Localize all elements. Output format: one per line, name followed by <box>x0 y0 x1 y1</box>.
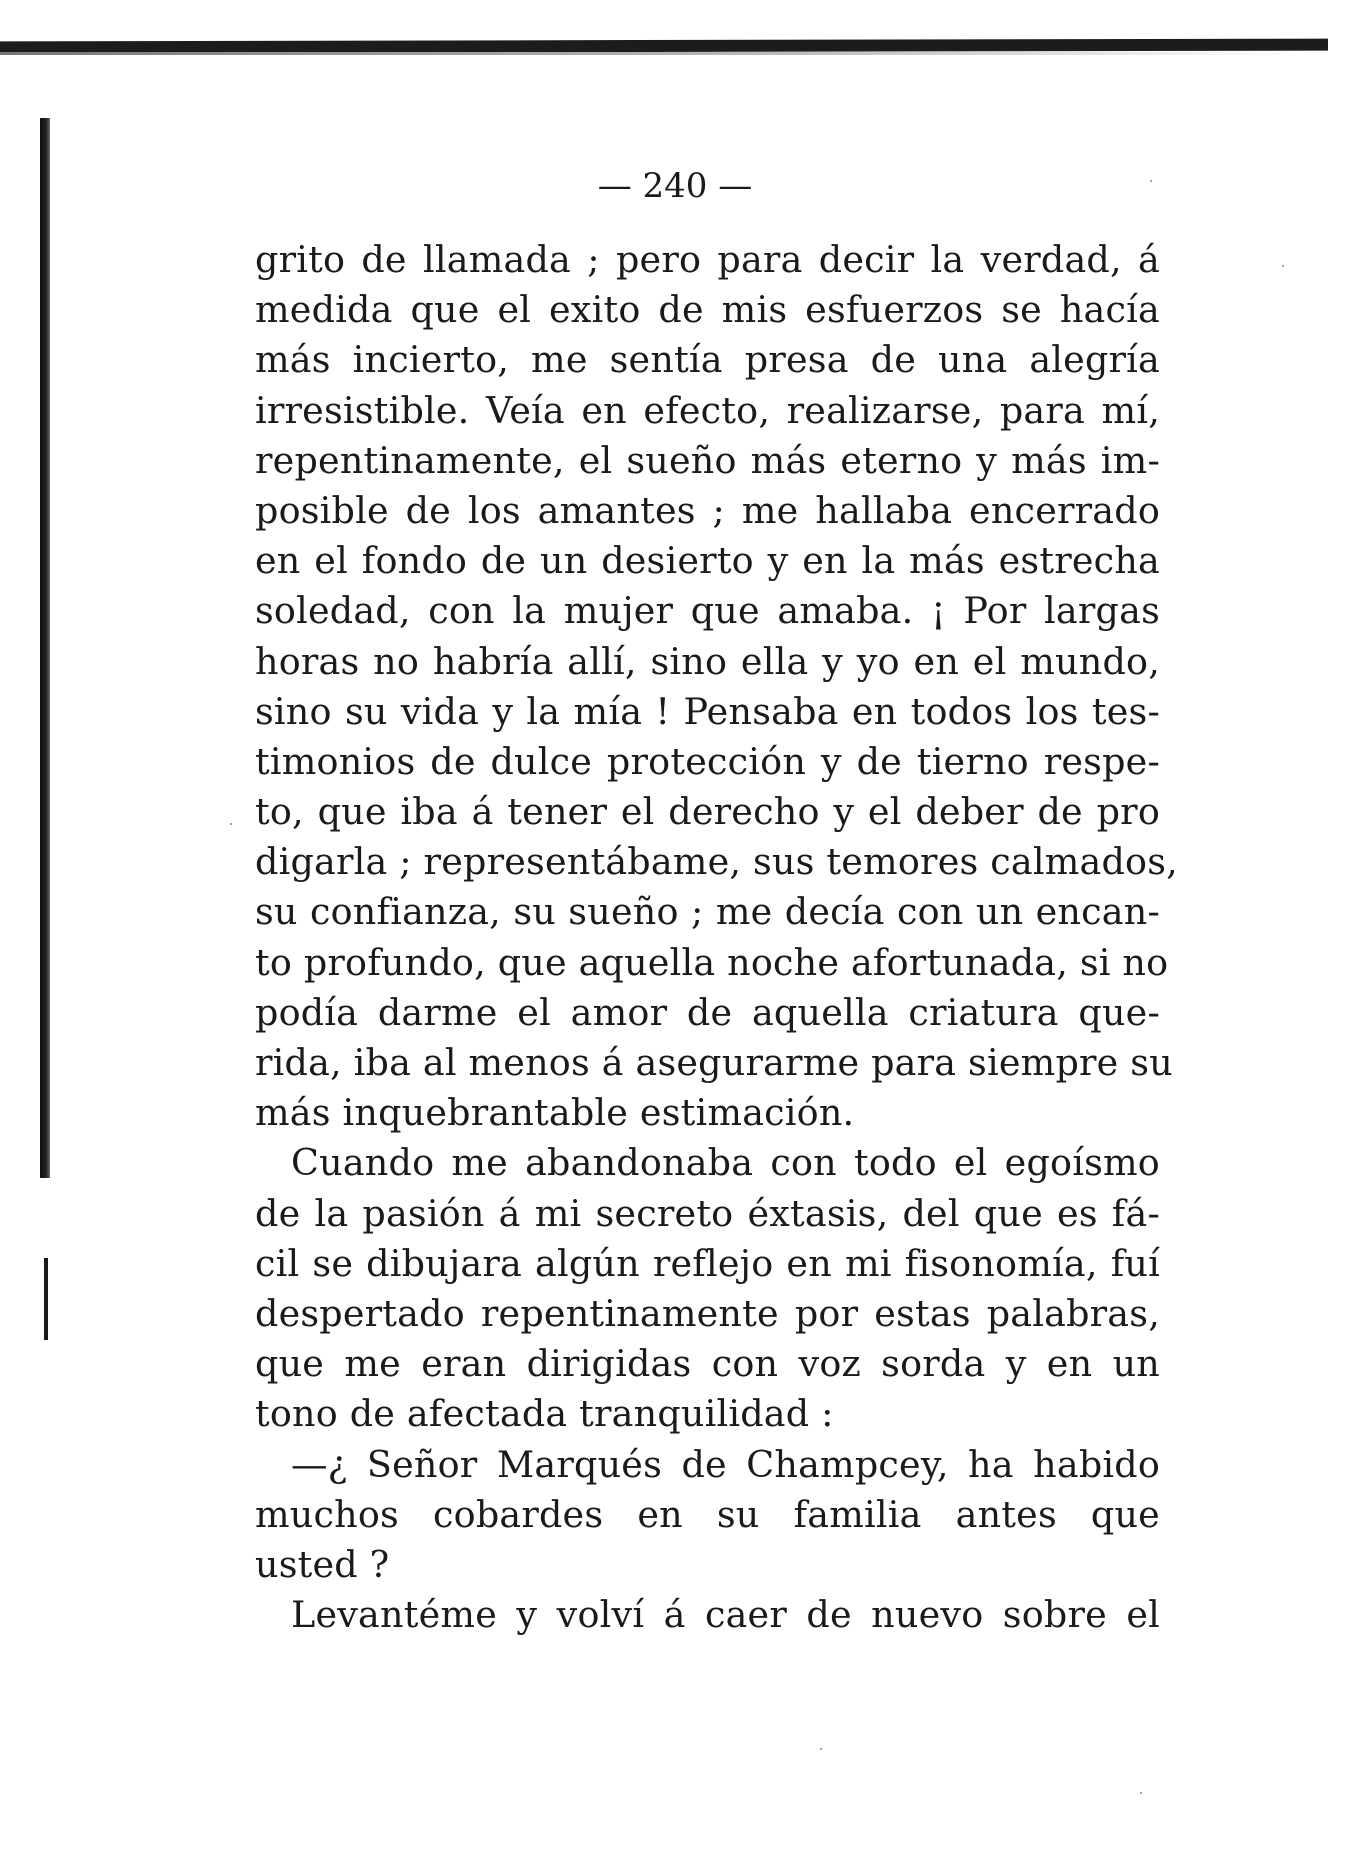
text-line: tono de afectada tranquilidad : <box>255 1392 834 1436</box>
text-line: sino su vida y la mía ! Pensaba en todos los tes- <box>255 689 1160 733</box>
text-line: horas no habría allí, sino ella y yo en el mundo, <box>255 639 1160 683</box>
text-line: de la pasión á mi secreto éxtasis, del que es fá- <box>255 1191 1160 1235</box>
paper-speck <box>1282 265 1284 267</box>
text-line: podía darme el amor de aquella criatura que- <box>255 990 1160 1034</box>
paragraph-start-line: Levantéme y volví á caer de nuevo sobre el <box>291 1593 1160 1637</box>
text-line: to, que iba á tener el derecho y el deber de pro <box>255 790 1160 834</box>
paper-speck <box>230 823 232 825</box>
text-line: to profundo, que aquella noche afortunada, si no <box>255 940 1169 984</box>
text-line: repentinamente, el sueño más eterno y más im- <box>255 438 1160 482</box>
paper-speck <box>1140 1792 1142 1794</box>
text-line: en el fondo de un desierto y en la más estrecha <box>255 539 1160 583</box>
text-line: medida que el exito de mis esfuerzos se hacía <box>255 288 1160 332</box>
text-line: posible de los amantes ; me hallaba encerrado <box>255 488 1160 532</box>
paragraph-start-line: Cuando me abandonaba con todo el egoísmo <box>291 1141 1160 1185</box>
text-line: usted ? <box>255 1542 390 1586</box>
text-line: más inquebrantable estimación. <box>255 1091 855 1135</box>
body-text <box>255 235 1178 1640</box>
text-line: timonios de dulce protección y de tierno respe- <box>255 739 1160 783</box>
text-line: soledad, con la mujer que amaba. ¡ Por largas <box>255 589 1160 633</box>
text-line: irresistible. Veía en efecto, realizarse, para mí, <box>255 388 1160 432</box>
left-margin-mark <box>44 1258 48 1340</box>
paper-speck <box>1150 180 1152 182</box>
text-line: rida, iba al menos á asegurarme para siempre su <box>255 1041 1173 1084</box>
top-border-shadow <box>0 52 1300 55</box>
text-line: despertado repentinamente por estas palabras, <box>255 1291 1160 1335</box>
text-line: muchos cobardes en su familia antes que <box>255 1492 1160 1536</box>
paper-speck <box>820 1748 822 1750</box>
text-line: que me eran dirigidas con voz sorda y en un <box>255 1342 1160 1386</box>
left-binding-edge <box>40 118 50 1178</box>
text-line: cil se dibujara algún reflejo en mi fisonomía, fuí <box>255 1241 1160 1285</box>
text-line: más incierto, me sentía presa de una alegría <box>255 338 1160 382</box>
page-number: — 240 — <box>597 166 753 206</box>
text-line: grito de llamada ; pero para decir la verdad, á <box>255 238 1160 281</box>
text-line: digarla ; representábame, sus temores calmados, <box>255 840 1178 884</box>
dialogue-line: —¿ Señor Marqués de Champcey, ha habido <box>291 1442 1160 1486</box>
text-line: su confianza, su sueño ; me decía con un encan- <box>255 890 1160 934</box>
